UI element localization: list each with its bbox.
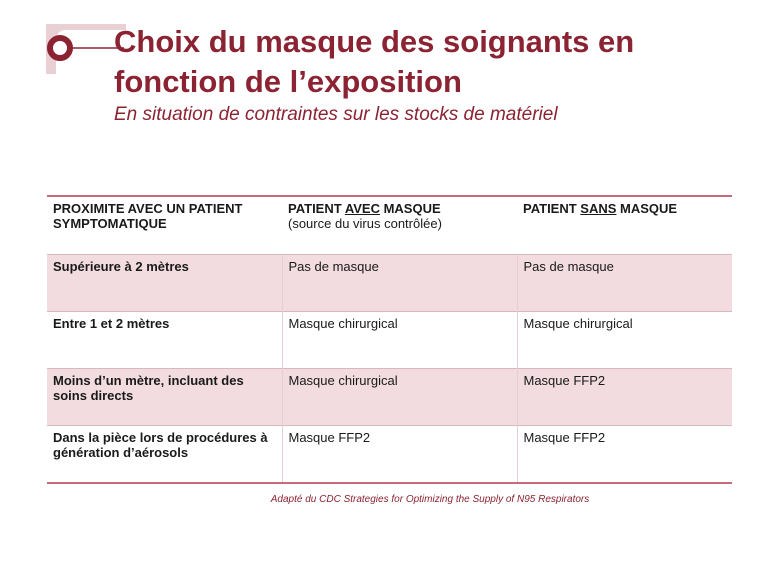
header-without-mask-emph: SANS [580,201,617,216]
with-mask-cell: Pas de masque [282,255,517,312]
without-mask-cell: Pas de masque [517,255,732,312]
exposure-table [47,195,732,484]
title-line-1: Choix du masque des soignants en [114,24,635,59]
header-proximity: PROXIMITE AVEC UN PATIENT SYMPTOMATIQUE [47,196,282,255]
header-with-mask-note: (source du virus contrôlée) [288,216,442,231]
title-line-2: fonction de l’exposition [114,64,462,99]
table-row [47,312,732,369]
header-without-mask-post: MASQUE [616,201,678,216]
header-with-mask-post: MASQUE [379,201,441,216]
table-row [47,426,732,484]
with-mask-cell: Masque chirurgical [282,312,517,369]
table-row [47,369,732,426]
with-mask-cell: Masque chirurgical [282,369,517,426]
proximity-cell: Dans la pièce lors de procédures à génération d’aérosols [47,426,282,484]
header-with-mask [282,196,517,255]
table-header-row [47,196,732,255]
without-mask-cell: Masque FFP2 [517,369,732,426]
proximity-cell: Supérieure à 2 mètres [47,255,282,312]
header-with-mask-emph: AVEC [344,201,380,216]
proximity-cell: Moins d’un mètre, incluant des soins directs [47,369,282,426]
page-title [114,22,754,102]
without-mask-cell: Masque FFP2 [517,426,732,484]
without-mask-cell: Masque chirurgical [517,312,732,369]
header-with-mask-pre: PATIENT [288,201,345,216]
proximity-cell: Entre 1 et 2 mètres [47,312,282,369]
page-subtitle: En situation de contraintes sur les stocks de matériel [114,104,558,125]
header-without-mask-pre: PATIENT [523,201,581,216]
source-footnote: Adapté du CDC Strategies for Optimizing the Supply of N95 Respirators [270,494,590,505]
with-mask-cell: Masque FFP2 [282,426,517,484]
header-without-mask [517,196,732,255]
table-row [47,255,732,312]
